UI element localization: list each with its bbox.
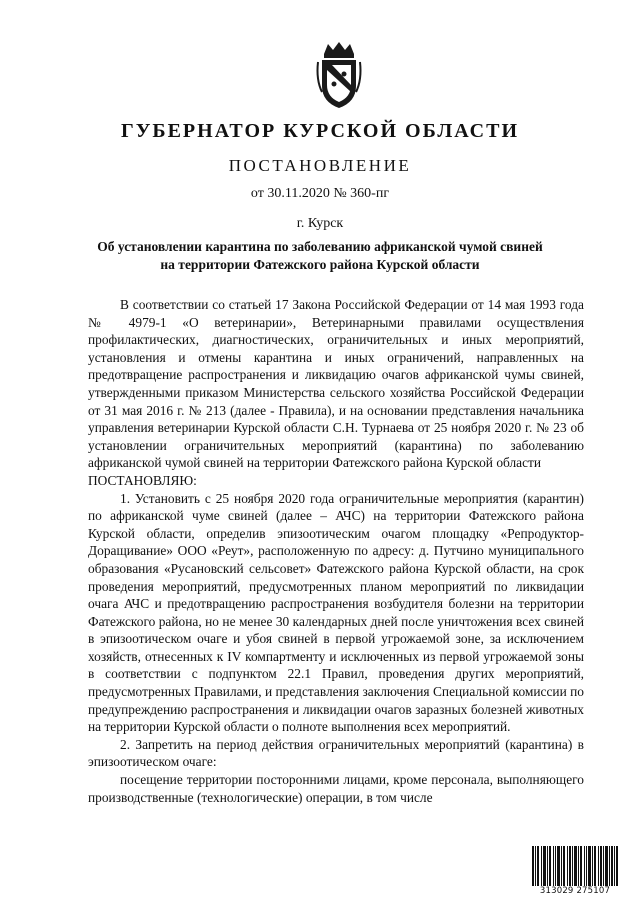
document-body <box>88 296 584 806</box>
clause-2-item-paragraph: посещение территории посторонними лицами, кроме персонала, выполняющего производственные (технологические) операции, в том числе <box>88 772 584 805</box>
resolve-word: ПОСТАНОВЛЯЮ: <box>88 472 197 488</box>
barcode <box>532 846 618 898</box>
barcode-bars-icon <box>532 846 618 886</box>
issuer-title: ГУБЕРНАТОР КУРСКОЙ ОБЛАСТИ <box>120 120 520 142</box>
document-type: ПОСТАНОВЛЕНИЕ <box>228 156 412 175</box>
barcode-number: 313029 275107 <box>539 886 611 896</box>
coat-of-arms-emblem <box>314 40 364 112</box>
subject-line-1: Об установлении карантина по заболеванию африканской чумой свиней <box>97 239 543 254</box>
preamble-paragraph: В соответствии со статьей 17 Закона Российской Федерации от 14 мая 1993 года № 4979-1 «О ветеринарии», Ветеринарными правилами осуществления профилактических, диагностических, ограничительных и иных мероприятий, установления и отмены карантина и иных ограничений, направленных на предотвращение распространения и ликвидацию очагов африканской чумы свиней, утвержденными приказом Министерства сельского хозяйства Российской Федерации от 31 мая 2016 г. № 213 (далее - Правила), и на основании представления начальника управления ветеринарии Курской области С.Н. Турнаева от 25 ноября 2020 г. № 23 об установлении ограничительных мероприятий (карантина) по заболеванию африканской чумой свиней на территории Фатежского района Курской области <box>88 297 584 471</box>
subject-line-2: на территории Фатежского района Курской области <box>160 257 480 272</box>
document-place: г. Курск <box>296 216 344 231</box>
document-date-number: от 30.11.2020 № 360-пг <box>250 186 390 201</box>
document-subject <box>70 238 570 274</box>
clause-1-paragraph: 1. Установить с 25 ноября 2020 года ограничительные мероприятия (карантин) по африканской чуме свиней (далее – АЧС) на территории Фатежского района Курской области, определив эпизоотическим очагом площадку «Репродуктор-Доращивание» ООО «Реут», расположенную по адресу: д. Путчино муниципального образования «Русановский сельсовет» Фатежского района Курской области, на срок проведения мероприятий, предусмотренных планом мероприятий по ликвидации очага АЧС и предотвращению распространения возбудителя болезни на территории Фатежского района, но не менее 30 календарных дней после уничтожения всех свиней в эпизоотическом очаге и убоя свиней в первой угрожаемой зоне, за исключением хозяйств, отнесенных к IV компартменту и исключенных из первой угрожаемой зоны в соответствии с подпунктом 22.1 Правил, проведения других мероприятий, предусмотренных Правилами, и представления заключения Специальной комиссии по предупреждению распространения и ликвидации очагов заразных болезней животных на территории Курской области о полноте выполнения всех мероприятий. <box>88 490 584 735</box>
clause-2-paragraph: 2. Запретить на период действия ограничительных мероприятий (карантина) в эпизоотическом очаге: <box>88 736 584 770</box>
